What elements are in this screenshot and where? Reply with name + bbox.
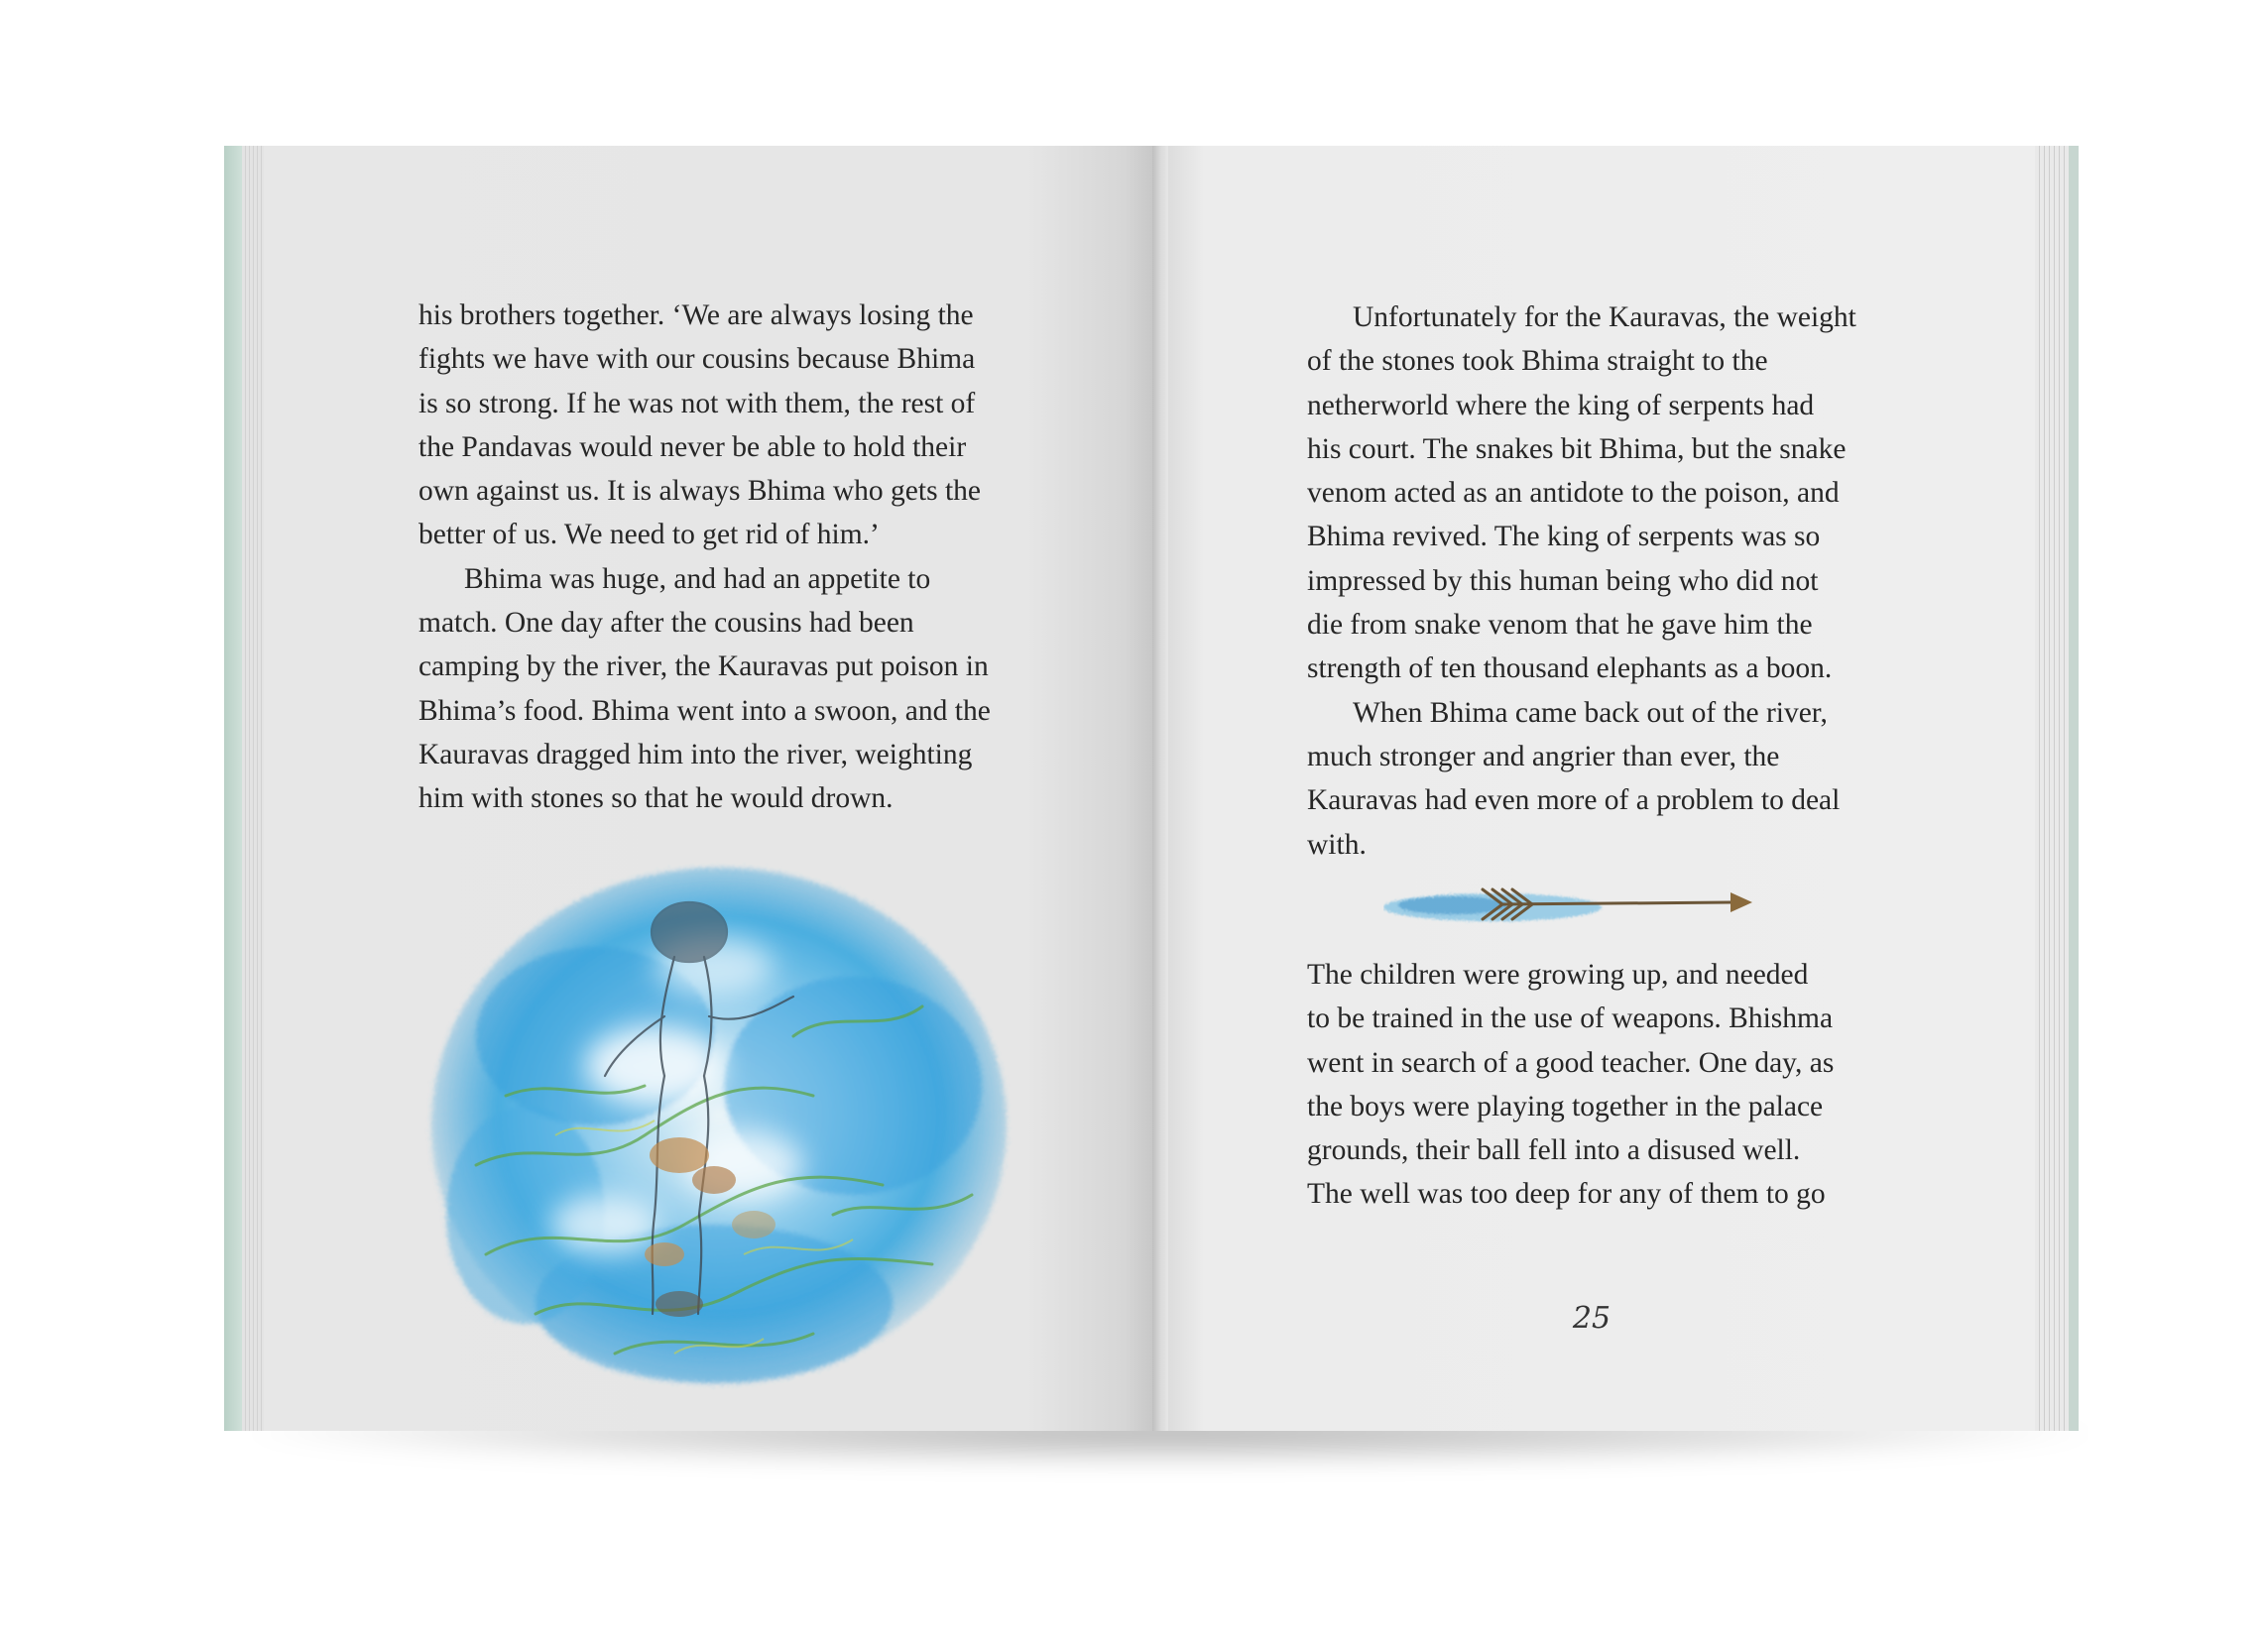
cover-edge-left: [224, 146, 242, 1431]
text-line: The well was too deep for any of them to go: [1307, 1178, 1826, 1211]
text-line: grounds, their ball fell into a disused well.: [1307, 1134, 1801, 1167]
underwater-figure-illustration: [417, 838, 1021, 1403]
text-line: with.: [1307, 828, 1367, 861]
text-line: is so strong. If he was not with them, the rest of: [418, 387, 976, 419]
cover-edge-right: [2069, 146, 2079, 1431]
book-gutter: [1152, 146, 1168, 1431]
text-line: When Bhima came back out of the river,: [1353, 696, 1828, 729]
text-line: went in search of a good teacher. One day, as: [1307, 1046, 1835, 1079]
text-line: Kauravas dragged him into the river, weighting: [418, 738, 973, 770]
text-line: better of us. We need to get rid of him.’: [418, 519, 880, 551]
text-line: Unfortunately for the Kauravas, the weight: [1353, 301, 1856, 333]
page-stack-left: [242, 146, 266, 1431]
text-line: him with stones so that he would drown.: [418, 782, 894, 815]
text-line: match. One day after the cousins had been: [418, 607, 914, 640]
text-line: netherworld where the king of serpents had: [1307, 389, 1815, 421]
text-line: of the stones took Bhima straight to the: [1307, 345, 1768, 378]
text-line: his court. The snakes bit Bhima, but the snake: [1307, 432, 1847, 465]
text-line: die from snake venom that he gave him the: [1307, 609, 1813, 642]
text-line: The children were growing up, and needed: [1307, 959, 1809, 991]
text-line: camping by the river, the Kauravas put poison in: [418, 650, 989, 683]
right-page-text-top: [1307, 295, 1922, 867]
text-line: impressed by this human being who did not: [1307, 564, 1819, 597]
page-stack-right: [2035, 146, 2071, 1431]
text-line: Bhima was huge, and had an appetite to: [464, 562, 931, 595]
arrow-ornament: [1383, 868, 1760, 937]
text-line: the boys were playing together in the palace: [1307, 1090, 1824, 1122]
text-line: strength of ten thousand elephants as a boon.: [1307, 652, 1833, 685]
text-line: venom acted as an antidote to the poison, and: [1307, 477, 1840, 510]
text-line: to be trained in the use of weapons. Bhishma: [1307, 1003, 1834, 1035]
text-line: Bhima revived. The king of serpents was so: [1307, 521, 1821, 553]
right-page-text-bottom: [1307, 953, 1922, 1217]
text-line: the Pandavas would never be able to hold their: [418, 430, 967, 463]
text-line: much stronger and angrier than ever, the: [1307, 740, 1780, 772]
text-line: fights we have with our cousins because Bhima: [418, 343, 976, 376]
text-line: his brothers together. ‘We are always losing the: [418, 299, 974, 331]
left-page-text: [418, 294, 1033, 821]
text-line: Kauravas had even more of a problem to deal: [1307, 784, 1841, 817]
page-number: 25: [1572, 1301, 1611, 1336]
text-line: Bhima’s food. Bhima went into a swoon, and the: [418, 694, 991, 727]
text-line: own against us. It is always Bhima who gets the: [418, 475, 981, 508]
